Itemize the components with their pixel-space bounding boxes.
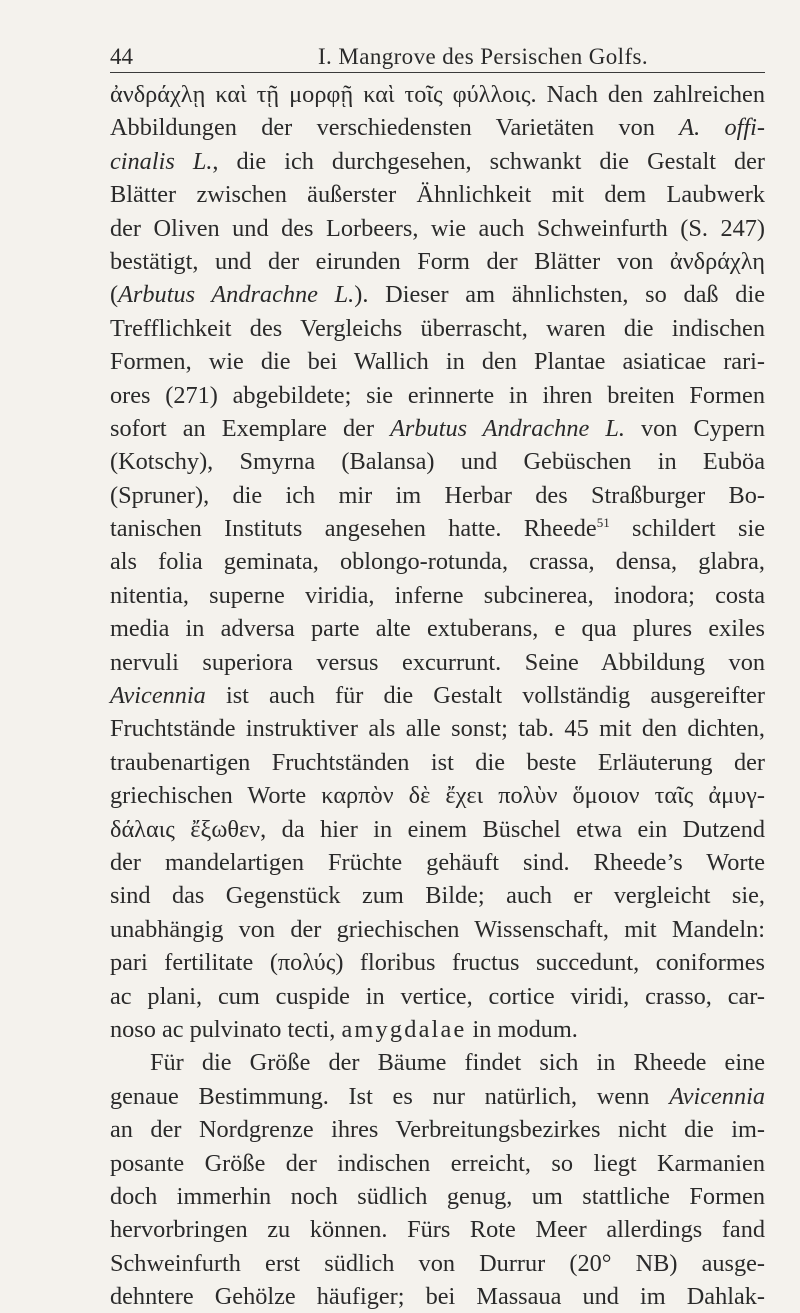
text-line <box>110 1080 765 1113</box>
line-text: Für die Größe der Bäume findet sich in Rheede eine <box>150 1049 765 1077</box>
line-text: schildert sie <box>609 515 765 543</box>
line-text: (Kotschy), Smyrna (Balansa) und Gebüschen in Euböa <box>110 448 765 476</box>
line-text: an der Nordgrenze ihres Verbreitungsbezirkes nicht die im- <box>110 1116 765 1144</box>
running-title: I. Mangrove des Persischen Golfs. <box>318 44 649 69</box>
line-text: posante Größe der indischen erreicht, so liegt Karmanien <box>110 1149 765 1177</box>
text-line <box>110 212 765 245</box>
text-line <box>110 1013 765 1046</box>
line-text: von Cypern <box>624 414 766 442</box>
italic-text: A. offi- <box>679 114 765 142</box>
line-text: noso ac pulvinato tecti, <box>110 1015 342 1043</box>
spaced-text: amygdalae <box>341 1015 467 1043</box>
line-text: der mandelartigen Früchte gehäuft sind. Rheede’s Worte <box>110 848 765 876</box>
text-line <box>110 445 765 478</box>
line-text: tanischen Instituts angesehen hatte. Rheede <box>110 515 597 543</box>
italic-text: Avicennia <box>110 682 206 710</box>
text-line <box>110 379 765 412</box>
line-text: ist auch für die Gestalt vollständig ausgereifter <box>205 682 765 710</box>
page-header <box>110 22 765 69</box>
line-text: ac plani, cum cuspide in vertice, cortice viridi, crasso, car- <box>110 982 765 1010</box>
italic-text: cinalis L. <box>110 147 213 175</box>
line-text: Trefflichkeit des Vergleichs überrascht, waren die indischen <box>110 314 765 342</box>
line-text: Formen, wie die bei Wallich in den Plantae asiaticae rari- <box>110 348 765 376</box>
line-text: δάλαις ἔξωθεν, da hier in einem Büschel etwa ein Dutzend <box>110 815 765 843</box>
line-text: ). Dieser am ähnlichsten, so daß die <box>354 281 765 309</box>
line-text: nitentia, superne viridia, inferne subcinerea, inodora; costa <box>110 581 765 609</box>
text-line <box>110 512 765 545</box>
line-text: media in adversa parte alte extuberans, e qua plures exiles <box>110 615 765 643</box>
text-line <box>110 846 765 879</box>
text-line <box>110 412 765 445</box>
body-text <box>110 78 765 1313</box>
line-text: pari fertilitate (πολύς) floribus fructus succedunt, coniformes <box>110 949 765 977</box>
text-line <box>110 980 765 1013</box>
line-text: in modum. <box>466 1015 578 1043</box>
text-line <box>110 913 765 946</box>
text-line <box>110 579 765 612</box>
text-line <box>110 813 765 846</box>
line-text: Fruchtstände instruktiver als alle sonst; tab. 45 mit den dichten, <box>110 715 765 743</box>
text-line <box>110 245 765 278</box>
text-line <box>110 612 765 645</box>
text-line <box>110 545 765 578</box>
line-text: , die ich durchgesehen, schwankt die Gestalt der <box>212 147 765 175</box>
line-text: hervorbringen zu können. Fürs Rote Meer allerdings fand <box>110 1216 765 1244</box>
line-text: sofort an Exemplare der <box>110 414 391 442</box>
line-text: Abbildungen der verschiedensten Varietäten von <box>110 114 680 142</box>
footnote-ref[interactable]: 51 <box>596 515 610 531</box>
text-line <box>110 679 765 712</box>
text-line <box>110 1147 765 1180</box>
text-line <box>110 1113 765 1146</box>
line-text: genaue Bestimmung. Ist es nur natürlich, wenn <box>110 1082 670 1110</box>
italic-text: Arbutus Andrachne L. <box>390 414 625 442</box>
line-text: der Oliven und des Lorbeers, wie auch Schweinfurth (S. 247) <box>110 214 765 242</box>
text-line <box>110 479 765 512</box>
text-line <box>110 646 765 679</box>
text-line <box>110 1280 765 1313</box>
text-line <box>110 278 765 311</box>
text-line <box>110 1046 765 1079</box>
text-line <box>110 312 765 345</box>
page-number: 44 <box>110 44 133 69</box>
text-line <box>110 746 765 779</box>
text-line <box>110 345 765 378</box>
line-text: nervuli superiora versus excurrunt. Seine Abbildung von <box>110 648 765 676</box>
line-text: (Spruner), die ich mir im Herbar des Straßburger Bo- <box>110 481 765 509</box>
text-line <box>110 946 765 979</box>
line-text: als folia geminata, oblongo-rotunda, crassa, densa, glabra, <box>110 548 765 576</box>
text-line <box>110 1247 765 1280</box>
text-line <box>110 712 765 745</box>
text-line <box>110 145 765 178</box>
line-text: griechischen Worte καρπὸν δὲ ἔχει πολὺν ὅμοιον ταῖς ἀμυγ- <box>110 782 765 810</box>
text-line <box>110 1180 765 1213</box>
text-line <box>110 1213 765 1246</box>
line-text: Blätter zwischen äußerster Ähnlichkeit mit dem Laubwerk <box>110 181 765 209</box>
text-line <box>110 178 765 211</box>
text-line <box>110 78 765 111</box>
text-line <box>110 779 765 812</box>
line-text: ἀνδράχλῃ καὶ τῇ μορφῇ καὶ τοῖς φύλλοις. Nach den zahlreichen <box>110 81 765 108</box>
italic-text: Arbutus Andrachne L. <box>118 281 355 309</box>
line-text: ( <box>110 281 119 309</box>
italic-text: Avicennia <box>669 1082 765 1110</box>
line-text: ores (271) abgebildete; sie erinnerte in ihren breiten Formen <box>110 381 765 409</box>
line-text: traubenartigen Fruchtständen ist die beste Erläuterung der <box>110 748 765 776</box>
line-text: bestätigt, und der eirunden Form der Blätter von ἀνδράχλη <box>110 247 765 275</box>
line-text: sind das Gegenstück zum Bilde; auch er vergleicht sie, <box>110 882 765 910</box>
line-text: doch immerhin noch südlich genug, um stattliche Formen <box>110 1182 765 1210</box>
line-text: Schweinfurth erst südlich von Durrur (20° NB) ausge- <box>110 1249 765 1277</box>
text-line <box>110 879 765 912</box>
text-line <box>110 111 765 144</box>
header-rule <box>110 72 765 73</box>
line-text: unabhängig von der griechischen Wissenschaft, mit Mandeln: <box>110 915 765 943</box>
line-text: dehntere Gehölze häufiger; bei Massaua und im Dahlak- <box>110 1283 765 1311</box>
